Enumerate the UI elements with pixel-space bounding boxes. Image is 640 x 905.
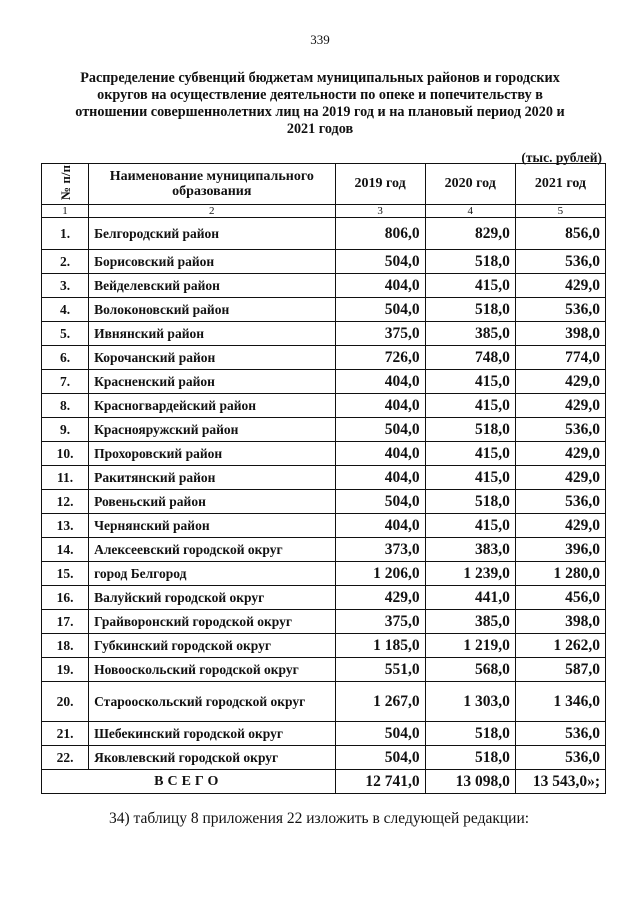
table-row [42,370,606,394]
row-number: 20. [42,682,89,722]
column-index: 1 [42,205,89,218]
row-value-2021: 536,0 [515,490,605,514]
page-number: 339 [310,32,330,47]
row-name: Алексеевский городской округ [89,538,335,562]
row-name: Вейделевский район [89,274,335,298]
row-value-2021: 429,0 [515,394,605,418]
row-number: 15. [42,562,89,586]
table-row [42,514,606,538]
row-value-2020: 518,0 [425,298,515,322]
row-name: Красненский район [89,370,335,394]
row-value-2020: 415,0 [425,394,515,418]
total-2021: 13 543,0»; [515,770,605,794]
table-header-row [42,164,606,205]
table-row [42,746,606,770]
row-number: 11. [42,466,89,490]
row-name: Старооскольский городской округ [89,682,335,722]
row-value-2019: 806,0 [335,218,425,250]
row-value-2020: 518,0 [425,722,515,746]
table-body [42,218,606,794]
column-index: 3 [335,205,425,218]
row-value-2021: 429,0 [515,442,605,466]
row-name: Волоконовский район [89,298,335,322]
table-row [42,562,606,586]
row-number: 10. [42,442,89,466]
row-name: Ровеньский район [89,490,335,514]
row-number: 21. [42,722,89,746]
row-value-2020: 385,0 [425,610,515,634]
row-value-2019: 404,0 [335,394,425,418]
row-value-2019: 404,0 [335,466,425,490]
row-number: 14. [42,538,89,562]
row-number: 1. [42,218,89,250]
row-value-2019: 726,0 [335,346,425,370]
row-value-2021: 429,0 [515,274,605,298]
row-value-2019: 404,0 [335,274,425,298]
row-value-2019: 504,0 [335,418,425,442]
units-label: (тыс. рублей) [521,150,602,165]
column-index-row [42,205,606,218]
row-number: 8. [42,394,89,418]
table-row [42,634,606,658]
row-name: Яковлевский городской округ [89,746,335,770]
row-value-2020: 415,0 [425,514,515,538]
row-name: Белгородский район [89,218,335,250]
row-value-2019: 404,0 [335,514,425,538]
column-index: 4 [425,205,515,218]
row-number: 17. [42,610,89,634]
row-name: Прохоровский район [89,442,335,466]
row-number: 19. [42,658,89,682]
row-number: 5. [42,322,89,346]
row-value-2020: 1 303,0 [425,682,515,722]
row-value-2019: 504,0 [335,490,425,514]
table-row [42,682,606,722]
table-row [42,442,606,466]
row-number: 13. [42,514,89,538]
table-row [42,466,606,490]
row-value-2020: 385,0 [425,322,515,346]
document-title: Распределение субвенций бюджетам муниципальных районов и городских округов на осуществление деятельности по опеке и попечительству в отношении совершеннолетних лиц на 2019 год и на плановый период 2020 и 2021 годов [75,70,565,137]
row-value-2020: 1 239,0 [425,562,515,586]
row-name: Новооскольский городской округ [89,658,335,682]
row-number: 12. [42,490,89,514]
row-value-2019: 404,0 [335,442,425,466]
row-value-2019: 373,0 [335,538,425,562]
row-name: Валуйский городской округ [89,586,335,610]
row-value-2021: 1 346,0 [515,682,605,722]
row-value-2021: 396,0 [515,538,605,562]
row-value-2020: 748,0 [425,346,515,370]
row-value-2021: 774,0 [515,346,605,370]
subvention-table [41,163,606,794]
table-row [42,298,606,322]
row-number: 9. [42,418,89,442]
row-value-2021: 587,0 [515,658,605,682]
row-value-2021: 456,0 [515,586,605,610]
row-value-2021: 398,0 [515,322,605,346]
header-2019: 2019 год [335,164,425,205]
row-value-2021: 1 280,0 [515,562,605,586]
row-value-2020: 415,0 [425,370,515,394]
table-row [42,418,606,442]
row-value-2019: 1 267,0 [335,682,425,722]
row-value-2020: 415,0 [425,274,515,298]
header-num [42,164,89,205]
row-name: Ивнянский район [89,322,335,346]
total-2019: 12 741,0 [335,770,425,794]
table-row [42,218,606,250]
row-value-2021: 398,0 [515,610,605,634]
row-value-2021: 1 262,0 [515,634,605,658]
row-value-2021: 429,0 [515,370,605,394]
row-number: 6. [42,346,89,370]
footer-text: 34) таблицу 8 приложения 22 изложить в следующей редакции: [109,810,530,827]
table-row [42,538,606,562]
table-row [42,274,606,298]
row-name: Краснояружский район [89,418,335,442]
row-value-2020: 518,0 [425,490,515,514]
row-value-2021: 536,0 [515,298,605,322]
row-number: 2. [42,250,89,274]
row-number: 4. [42,298,89,322]
row-value-2019: 551,0 [335,658,425,682]
table-row [42,394,606,418]
row-value-2020: 829,0 [425,218,515,250]
row-value-2021: 429,0 [515,514,605,538]
total-row [42,770,606,794]
table-row [42,346,606,370]
row-name: Ракитянский район [89,466,335,490]
row-value-2020: 568,0 [425,658,515,682]
row-value-2019: 504,0 [335,722,425,746]
row-name: Грайворонский городской округ [89,610,335,634]
total-label: ВСЕГО [42,770,336,794]
row-name: Губкинский городской округ [89,634,335,658]
row-name: Чернянский район [89,514,335,538]
row-value-2019: 404,0 [335,370,425,394]
row-value-2021: 536,0 [515,250,605,274]
row-number: 18. [42,634,89,658]
row-value-2020: 1 219,0 [425,634,515,658]
row-name: город Белгород [89,562,335,586]
row-value-2019: 375,0 [335,322,425,346]
row-number: 7. [42,370,89,394]
row-value-2019: 1 206,0 [335,562,425,586]
row-value-2019: 375,0 [335,610,425,634]
row-value-2020: 518,0 [425,418,515,442]
column-index: 5 [515,205,605,218]
header-2021: 2021 год [515,164,605,205]
table-row [42,722,606,746]
row-number: 22. [42,746,89,770]
row-value-2021: 536,0 [515,746,605,770]
header-num-text: № п/п [57,165,73,200]
row-value-2020: 415,0 [425,466,515,490]
row-value-2019: 504,0 [335,298,425,322]
row-name: Борисовский район [89,250,335,274]
total-2020: 13 098,0 [425,770,515,794]
table-row [42,586,606,610]
row-value-2021: 536,0 [515,418,605,442]
row-name: Шебекинский городской округ [89,722,335,746]
table-row [42,610,606,634]
row-value-2020: 518,0 [425,250,515,274]
row-value-2021: 856,0 [515,218,605,250]
row-value-2021: 429,0 [515,466,605,490]
row-value-2019: 504,0 [335,250,425,274]
table-row [42,322,606,346]
table-row [42,490,606,514]
row-value-2021: 536,0 [515,722,605,746]
table-row [42,250,606,274]
row-number: 16. [42,586,89,610]
row-number: 3. [42,274,89,298]
column-index: 2 [89,205,335,218]
row-value-2019: 504,0 [335,746,425,770]
table-row [42,658,606,682]
row-value-2020: 415,0 [425,442,515,466]
row-name: Красногвардейский район [89,394,335,418]
row-value-2020: 383,0 [425,538,515,562]
row-value-2020: 518,0 [425,746,515,770]
header-2020: 2020 год [425,164,515,205]
row-value-2019: 429,0 [335,586,425,610]
header-name: Наименование муниципального образования [89,164,335,205]
row-value-2019: 1 185,0 [335,634,425,658]
row-value-2020: 441,0 [425,586,515,610]
row-name: Корочанский район [89,346,335,370]
